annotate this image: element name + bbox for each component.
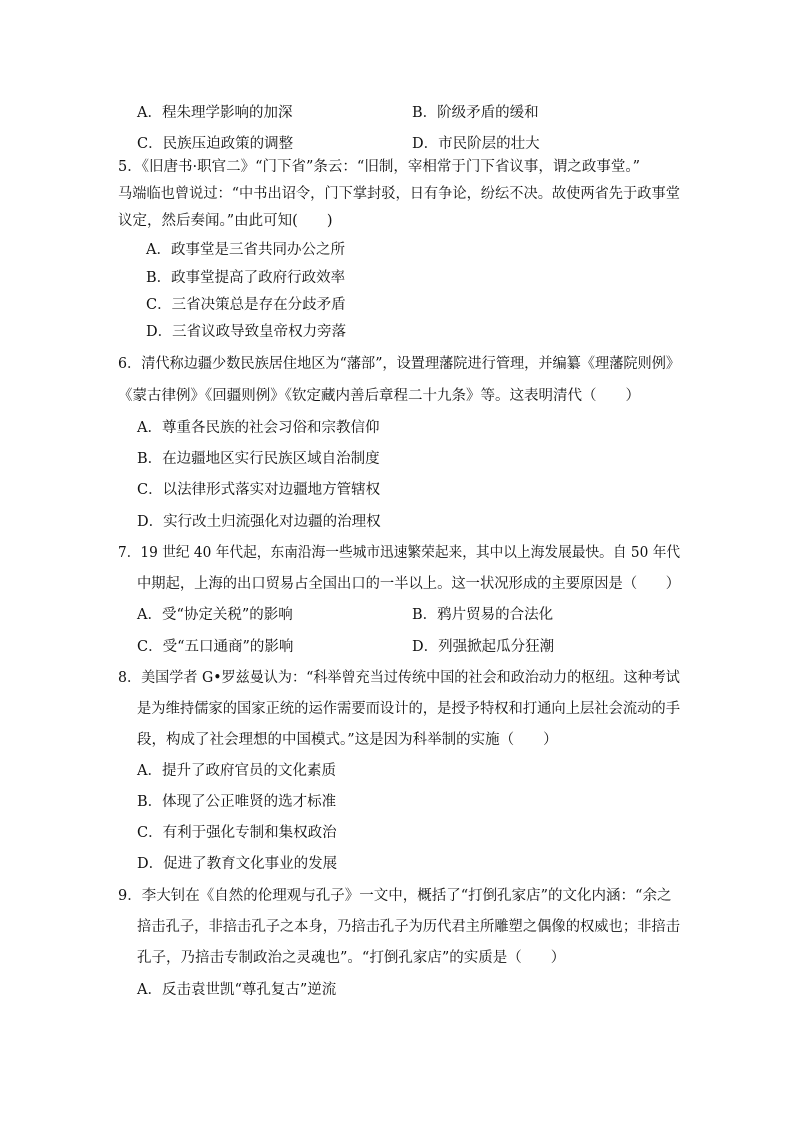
q5-option-d: D．三省议政导致皇帝权力旁落 (146, 324, 347, 340)
q7-option-d: D．列强掀起瓜分狂潮 (412, 639, 555, 655)
q5-option-b: B．政事堂提高了政府行政效率 (146, 270, 346, 286)
prev-question-option-b: B．阶级矛盾的缓和 (412, 105, 539, 121)
q7-option-c: C．受“五口通商”的影响 (137, 639, 294, 655)
prev-question-option-a: A．程朱理学影响的加深 (137, 105, 293, 121)
q8-option-c: C．有利于强化专制和集权政治 (137, 825, 337, 841)
q5-stem-line-3: 议定，然后奏闻。”由此可知( ) (118, 213, 333, 229)
prev-question-option-c: C．民族压迫政策的调整 (137, 136, 294, 152)
q7-stem-line-2: 中期起，上海的出口贸易占全国出口的一半以上。这一状况形成的主要原因是（ ） (137, 576, 681, 592)
q9-stem-line-1: 9．李大钊在《自然的伦理观与孔子》一文中，概括了“打倒孔家店”的文化内涵：“余之 (118, 888, 672, 904)
q6-option-c: C．以法律形式落实对边疆地方管辖权 (137, 482, 381, 498)
q6-option-d: D．实行改土归流强化对边疆的治理权 (137, 514, 381, 530)
q8-stem-line-1: 8．美国学者 G•罗兹曼认为：“科举曾充当过传统中国的社会和政治动力的枢纽。这种考试 (118, 670, 680, 686)
q7-option-a: A．受“协定关税”的影响 (137, 607, 293, 623)
q5-stem-line-1: 5．《旧唐书·职官二》“门下省”条云：“旧制，宰相常于门下省议事，谓之政事堂。” (118, 159, 640, 175)
prev-question-option-d: D．市民阶层的壮大 (412, 136, 540, 152)
q9-stem-line-3: 孔子，乃掊击专制政治之灵魂也”。“打倒孔家店”的实质是（ ） (137, 950, 566, 966)
q6-option-b: B．在边疆地区实行民族区域自治制度 (137, 451, 380, 467)
q6-stem-line-2: 《蒙古律例》《回疆则例》《钦定藏内善后章程二十九条》等。这表明清代（ ） (118, 388, 640, 404)
q8-option-b: B．体现了公正唯贤的选才标准 (137, 794, 337, 810)
q8-stem-line-3: 段，构成了社会理想的中国模式。”这是因为科举制的实施（ ） (137, 732, 558, 748)
q9-stem-line-2: 掊击孔子，非掊击孔子之本身，乃掊击孔子为历代君主所雕塑之偶像的权威也；非掊击 (137, 919, 681, 935)
q8-stem-line-2: 是为维持儒家的国家正统的运作需要而设计的，是授予特权和打通向上层社会流动的手 (137, 701, 681, 717)
q6-option-a: A．尊重各民族的社会习俗和宗教信仰 (137, 420, 380, 436)
q5-option-c: C．三省决策总是存在分歧矛盾 (146, 297, 346, 313)
q5-stem-line-2: 马端临也曾说过：“中书出诏令，门下掌封驳，日有争论，纷纭不决。故使两省先于政事堂 (118, 186, 680, 202)
q8-option-a: A．提升了政府官员的文化素质 (137, 763, 336, 779)
q5-option-a: A．政事堂是三省共同办公之所 (146, 242, 345, 258)
q7-option-b: B．鸦片贸易的合法化 (412, 607, 554, 623)
q8-option-d: D．促进了教育文化事业的发展 (137, 856, 338, 872)
q6-stem-line-1: 6．清代称边疆少数民族居住地区为“藩部”，设置理藩院进行管理，并编纂《理藩院则例》 (118, 356, 681, 372)
q7-stem-line-1: 7．19 世纪 40 年代起，东南沿海一些城市迅速繁荣起来，其中以上海发展最快。自 50 年代 (118, 545, 681, 561)
q9-option-a: A．反击袁世凯“尊孔复古”逆流 (137, 982, 337, 998)
